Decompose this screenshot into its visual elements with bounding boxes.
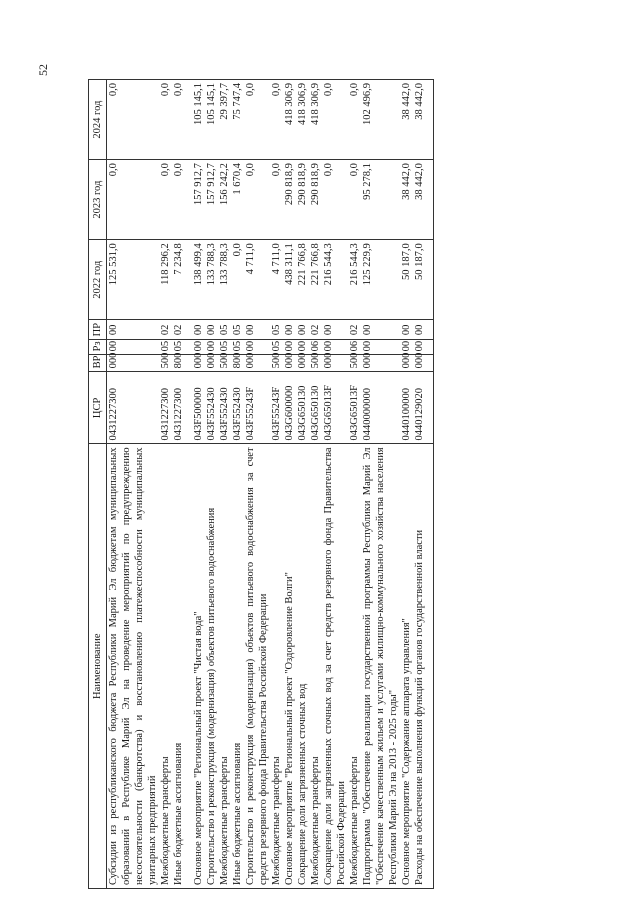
header-vr: ВР [89,355,107,372]
cell-pr [361,320,400,340]
cell-2024-line: 105 145,1 [193,83,204,125]
cell-2024-line: 0,0 [349,83,360,97]
cell-vr-line: 500 [160,352,171,369]
cell-name-line: Основное мероприятие "Региональный проект "Оздоровление Волги" [284,572,295,885]
cell-name [322,444,361,889]
cell-csr [192,372,244,444]
cell-2024-line: 75 747,4 [232,83,243,120]
cell-csr-line: 043F500000 [193,387,204,441]
cell-2023-line: 1 670,4 [232,163,243,195]
cell-csr-line: 0440100000 [401,387,412,441]
cell-2022 [192,240,244,320]
cell-name-line: Межбюджетные трансферты [271,756,282,885]
cell-vr [192,352,244,372]
cell-csr-line: 043F552430 [219,387,230,441]
cell-2022 [361,240,400,320]
cell-csr-line: 0440000000 [362,387,373,441]
cell-2022-line: 216 544,3 [323,243,334,286]
cell-2023 [107,160,193,240]
cell-2023-line: 95 278,1 [362,163,373,200]
cell-pr-line: 05 [232,324,243,336]
cell-rz-line: 05 [271,340,282,352]
cell-vr [283,352,322,372]
cell-name-line: Основное мероприятие "Региональный проект "Чистая вода" [193,611,204,885]
cell-rz-line: 00 [297,340,308,352]
cell-2022-line: 221 766,8 [310,243,321,286]
cell-csr-line: 0431227300 [173,387,184,441]
cell-2023 [400,160,434,240]
cell-name-line: Расходы на обеспечение выполнения функций органов государственной власти [414,529,425,885]
cell-2024-line: 418 306,9 [297,83,308,125]
cell-2022-line: 125 229,9 [362,243,373,286]
cell-csr-line: 0440129020 [414,387,425,441]
cell-vr-line: 800 [173,352,184,369]
cell-rz [400,340,434,355]
cell-name-line: Субсидии из республиканского бюджета Республики Марий Эл бюджетам муниципальных образований в Республике Марий Эл на проведение мероприятий по предупреждению несостоятельности (банкротства) и восстановлению платежеспособности муниципальных унитарных предприятий [108,447,158,885]
cell-pr [192,320,244,340]
cell-rz-line: 00 [323,340,334,352]
cell-2022-line: 438 311,1 [284,243,295,285]
cell-2024 [322,80,361,160]
cell-2023-line: 0,0 [349,163,360,177]
cell-rz-line: 05 [160,340,171,352]
header-2022: 2022 год [89,240,107,320]
cell-rz-line: 05 [173,340,184,352]
budget-table [88,79,434,889]
cell-2023 [283,160,322,240]
cell-csr-line: 0431227300 [160,387,171,441]
cell-pr-line: 00 [323,324,334,336]
header-csr: ЦСР [89,372,107,444]
cell-2023 [192,160,244,240]
cell-pr [107,320,193,340]
cell-vr-line: 000 [193,352,204,369]
cell-pr-line: 02 [173,324,184,336]
cell-2024-line: 102 496,9 [362,83,373,125]
budget-table-sheet [88,79,604,889]
cell-csr-line: 043F552430 [232,387,243,441]
cell-vr-line: 000 [245,352,256,369]
cell-pr-line: 00 [193,324,204,336]
cell-2023-line: 157 912,7 [193,163,204,206]
cell-2024-line: 0,0 [245,83,256,97]
cell-name [361,444,400,889]
cell-name-line: Межбюджетные трансферты [349,756,360,885]
cell-csr [400,372,434,444]
cell-pr-line: 02 [160,324,171,336]
table-header-row [89,80,107,889]
cell-name [107,444,193,889]
cell-2023-line: 290 818,9 [284,163,295,206]
cell-2023-line: 0,0 [173,163,184,177]
cell-pr-line: 00 [284,324,295,336]
cell-csr [283,372,322,444]
cell-rz-line: 00 [245,340,256,352]
cell-2024-line: 0,0 [271,83,282,97]
cell-2024-line: 418 306,9 [310,83,321,125]
cell-2022-line: 118 296,2 [160,243,171,285]
cell-2023-line: 0,0 [271,163,282,177]
cell-vr [361,352,400,372]
cell-name-line: Межбюджетные трансферты [219,756,230,885]
cell-csr-line: 043G650130 [297,385,308,441]
cell-2022-line: 50 187,0 [414,243,425,280]
cell-2024-line: 0,0 [160,83,171,97]
cell-2024 [361,80,400,160]
cell-2024-line: 38 442,0 [414,83,425,120]
cell-2022-line: 7 234,8 [173,243,184,275]
cell-2023-line: 38 442,0 [401,163,412,200]
table-row [244,80,283,889]
cell-2023-line: 0,0 [108,163,119,177]
cell-vr [322,352,361,372]
header-rz: Рз [89,340,107,355]
cell-pr [283,320,322,340]
cell-2024 [192,80,244,160]
cell-pr-line: 00 [245,324,256,336]
cell-2022 [244,240,283,320]
cell-2024-line: 0,0 [323,83,334,97]
table-row [283,80,322,889]
header-2024: 2024 год [89,80,107,160]
cell-2022-line: 4 711,0 [245,243,256,275]
cell-rz-line: 00 [284,340,295,352]
cell-2024 [107,80,193,160]
cell-rz-line: 05 [232,340,243,352]
cell-2023-line: 0,0 [245,163,256,177]
cell-csr-line: 043G600000 [284,385,295,441]
cell-name-line: Сокращение доли загрязненных сточных вод [297,683,308,885]
cell-name [283,444,322,889]
cell-name-line: Иные бюджетные ассигнования [232,742,243,885]
cell-2023-line: 0,0 [323,163,334,177]
cell-name [244,444,283,889]
cell-csr-line: 043F55243F [271,386,282,441]
cell-rz [361,340,400,355]
cell-pr [400,320,434,340]
cell-vr-line: 500 [219,352,230,369]
cell-csr-line: 043F55243F [245,386,256,441]
cell-vr-line: 000 [323,352,334,369]
cell-csr-line: 043F552430 [206,387,217,441]
cell-csr [361,372,400,444]
cell-2024-line: 418 306,9 [284,83,295,125]
cell-rz [283,340,322,355]
cell-pr-line: 02 [349,324,360,336]
cell-vr-line: 000 [297,352,308,369]
cell-vr-line: 800 [232,352,243,369]
cell-2023-line: 38 442,0 [414,163,425,200]
cell-2024-line: 38 442,0 [401,83,412,120]
cell-vr-line: 000 [362,352,373,369]
cell-pr-line: 00 [206,324,217,336]
cell-pr-line: 00 [401,324,412,336]
cell-rz-line: 00 [414,340,425,352]
cell-pr-line: 00 [108,324,119,336]
cell-pr-line: 05 [271,324,282,336]
cell-pr-line: 02 [310,324,321,336]
cell-name-line: Основное мероприятие "Содержание аппарата управления" [401,618,412,885]
cell-csr [322,372,361,444]
cell-pr-line: 05 [219,324,230,336]
cell-csr-line: 043G650130 [310,385,321,441]
cell-csr-line: 043G65013F [323,385,334,441]
cell-2023-line: 0,0 [160,163,171,177]
cell-2022-line: 133 788,3 [206,243,217,286]
cell-csr [107,372,193,444]
table-row [192,80,244,889]
cell-2022-line: 4 711,0 [271,243,282,275]
cell-pr-line: 00 [362,324,373,336]
cell-2024 [283,80,322,160]
cell-vr-line: 000 [108,352,119,369]
cell-name-line: Сокращение доли загрязненных сточных вод за счет средств резервного фонда Правительства Российской Федерации [323,447,347,885]
cell-csr [244,372,283,444]
table-row [322,80,361,889]
cell-rz [107,340,193,355]
cell-2024-line: 0,0 [173,83,184,97]
cell-2023-line: 290 818,9 [297,163,308,206]
cell-2023-line: 157 912,7 [206,163,217,206]
cell-2022 [400,240,434,320]
cell-2022-line: 50 187,0 [401,243,412,280]
cell-name-line: Межбюджетные трансферты [160,756,171,885]
cell-pr [322,320,361,340]
table-row [107,80,193,889]
cell-2024-line: 0,0 [108,83,119,97]
cell-csr-line: 043G65013F [349,385,360,441]
cell-rz-line: 05 [219,340,230,352]
header-name: Наименование [89,444,107,889]
cell-pr-line: 00 [297,324,308,336]
page-number: 52 [36,64,50,76]
cell-2022-line: 133 788,3 [219,243,230,286]
cell-name [400,444,434,889]
cell-2024-line: 105 145,1 [206,83,217,125]
cell-2022 [283,240,322,320]
cell-2022-line: 0,0 [232,243,243,257]
cell-rz [244,340,283,355]
cell-rz-line: 00 [362,340,373,352]
cell-2023 [361,160,400,240]
header-pr: ПР [89,320,107,340]
table-row [361,80,400,889]
cell-name-line: Подпрограмма "Обеспечение реализации государственной программы Республики Марий Эл "Обеспечение качественным жильем и услугами жилищно-коммунального хозяйства населения Республики Марий Эл на 2013 - 2025 годы" [362,447,399,885]
cell-2023-line: 156 242,2 [219,163,230,206]
cell-vr-line: 000 [206,352,217,369]
cell-csr-line: 0431227300 [108,387,119,441]
cell-name [192,444,244,889]
cell-vr [400,352,434,372]
cell-pr [244,320,283,340]
cell-rz-line: 00 [401,340,412,352]
cell-rz-line: 00 [193,340,204,352]
cell-vr-line: 000 [414,352,425,369]
header-2023: 2023 год [89,160,107,240]
cell-rz-line: 06 [310,340,321,352]
cell-vr-line: 500 [349,352,360,369]
cell-vr-line: 500 [310,352,321,369]
cell-vr [244,352,283,372]
cell-name-line: Межбюджетные трансферты [310,756,321,885]
cell-2022-line: 138 499,4 [193,243,204,286]
table-body [107,80,434,889]
cell-rz-line: 00 [206,340,217,352]
cell-name-line: Строительство и реконструкция (модернизация) объектов питьевого водоснабжения за счет средств резервного фонда Правительства Российской Федерации [245,447,269,885]
cell-2024 [400,80,434,160]
cell-name-line: Иные бюджетные ассигнования [173,742,184,885]
cell-2023 [322,160,361,240]
cell-2024 [244,80,283,160]
cell-rz [322,340,361,355]
cell-vr-line: 000 [401,352,412,369]
cell-rz-line: 00 [108,340,119,352]
cell-vr-line: 500 [271,352,282,369]
cell-rz-line: 06 [349,340,360,352]
cell-pr-line: 00 [414,324,425,336]
cell-2023 [244,160,283,240]
cell-2022-line: 221 766,8 [297,243,308,286]
cell-2022 [107,240,193,320]
cell-name-line: Строительство и реконструкция (модернизация) объектов питьевого водоснабжения [206,507,217,885]
cell-2024-line: 29 397,7 [219,83,230,120]
cell-2023-line: 290 818,9 [310,163,321,206]
cell-2022-line: 216 544,3 [349,243,360,286]
cell-2022-line: 125 531,0 [108,243,119,286]
cell-2022 [322,240,361,320]
cell-rz [192,340,244,355]
table-row [400,80,434,889]
cell-vr [107,352,193,372]
cell-vr-line: 000 [284,352,295,369]
